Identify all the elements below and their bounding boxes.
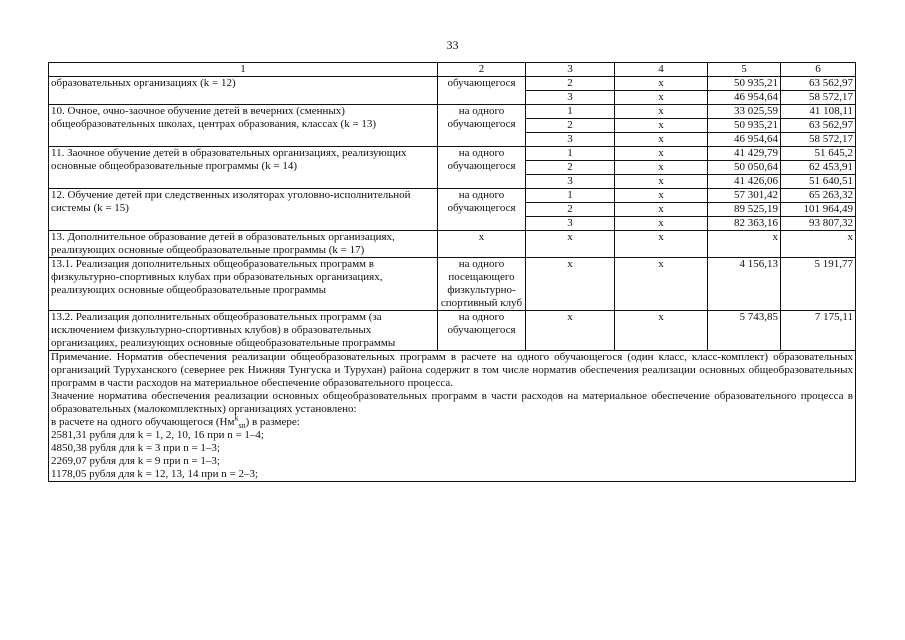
value-cell-col3: 2	[526, 203, 615, 217]
value-cell-col5: 33 025,59	[708, 105, 781, 119]
value-cell-col3: х	[526, 231, 615, 258]
value-cell-col5: 41 429,79	[708, 147, 781, 161]
row-label: образовательных организациях (k = 12)	[49, 77, 438, 105]
column-header-1: 1	[49, 63, 438, 77]
table-row	[49, 189, 856, 203]
value-cell-col6: 5 191,77	[781, 258, 856, 311]
note-per-student: в расчете на одного обучающегося $(Нм^k_{sn})$ в размере:	[51, 413, 300, 431]
table-header-row	[49, 63, 856, 77]
table-row	[49, 105, 856, 119]
value-cell-col3: х	[526, 258, 615, 311]
unit-cell: на одного посещающего физкультурно-спортивный клуб	[438, 258, 526, 311]
value-cell-col5: 46 954,64	[708, 133, 781, 147]
value-cell-col4: х	[615, 147, 708, 161]
formula-superscript: k	[234, 413, 239, 423]
value-cell-col3: 1	[526, 147, 615, 161]
note-rate-line: 2269,07 рубля для k = 9 при n = 1–3;	[51, 455, 220, 467]
value-cell-col5: 82 363,16	[708, 217, 781, 231]
unit-cell: обучающегося	[438, 77, 526, 105]
value-cell-col3: 2	[526, 77, 615, 91]
value-cell-col3: 3	[526, 133, 615, 147]
table-row	[49, 231, 856, 258]
value-cell-col4: х	[615, 203, 708, 217]
value-cell-col5: 41 426,06	[708, 175, 781, 189]
unit-cell: х	[438, 231, 526, 258]
value-cell-col6: 58 572,17	[781, 91, 856, 105]
note-rate-line: 1178,05 рубля для k = 12, 13, 14 при n = 2–3;	[51, 468, 259, 480]
value-cell-col4: х	[615, 105, 708, 119]
value-cell-col3: 2	[526, 119, 615, 133]
value-cell-col4: х	[615, 91, 708, 105]
value-cell-col5: 89 525,19	[708, 203, 781, 217]
value-cell-col5: 50 050,64	[708, 161, 781, 175]
column-header-3: 3	[526, 63, 615, 77]
unit-cell: на одного обучающегося	[438, 189, 526, 231]
column-header-6: 6	[781, 63, 856, 77]
note-cell	[49, 351, 856, 482]
value-cell-col6: 51 640,51	[781, 175, 856, 189]
unit-cell: на одного обучающегося	[438, 311, 526, 351]
formula-subscript: sn	[238, 421, 246, 431]
value-cell-col3: х	[526, 311, 615, 351]
value-cell-col3: 1	[526, 189, 615, 203]
value-cell-col5: 50 935,21	[708, 77, 781, 91]
row-label: 12. Обучение детей при следственных изоляторах уголовно-исполнительной системы (k = 15)	[49, 189, 438, 231]
row-label: 13. Дополнительное образование детей в образовательных организациях, реализующих основные общеобразовательные программы (k = 17)	[49, 231, 438, 258]
note-row	[49, 351, 856, 482]
value-cell-col3: 3	[526, 217, 615, 231]
value-cell-col4: х	[615, 258, 708, 311]
value-cell-col5: 5 743,85	[708, 311, 781, 351]
table-row	[49, 147, 856, 161]
row-label: 13.1. Реализация дополнительных общеобразовательных программ в физкультурно-спортивных клубах при образовательных организациях, реализующих основные общеобразовательные программы	[49, 258, 438, 311]
value-cell-col6: х	[781, 231, 856, 258]
value-cell-col5: 57 301,42	[708, 189, 781, 203]
column-header-4: 4	[615, 63, 708, 77]
note-paragraph-2: Значение норматива обеспечения реализации основных общеобразовательных программ в части расходов на материальное обеспечение образовательного процесса в образовательных (малокомплектных) организациях установлено:	[51, 390, 853, 415]
value-cell-col5: 46 954,64	[708, 91, 781, 105]
value-cell-col4: х	[615, 175, 708, 189]
value-cell-col4: х	[615, 77, 708, 91]
value-cell-col6: 63 562,97	[781, 77, 856, 91]
value-cell-col6: 51 645,2	[781, 147, 856, 161]
value-cell-col3: 1	[526, 105, 615, 119]
row-label: 10. Очное, очно-заочное обучение детей в вечерних (сменных) общеобразовательных школах, центрах образования, классах (k = 13)	[49, 105, 438, 147]
value-cell-col6: 101 964,49	[781, 203, 856, 217]
note-paragraph-1: Примечание. Норматив обеспечения реализации общеобразовательных программ в расчете на одного обучающегося (один класс, класс-комплект) образовательных организаций Туруханского (севернее рек Нижняя Тунгуска и Турухан) района содержит в том числе норматив обеспечения реализации основных общеобразовательных программ в части расходов на материальное обеспечение образовательного процесса.	[51, 351, 853, 389]
page-number: 33	[446, 38, 459, 52]
value-cell-col6: 41 108,11	[781, 105, 856, 119]
value-cell-col6: 63 562,97	[781, 119, 856, 133]
note-rate-line: 2581,31 рубля для k = 1, 2, 10, 16 при n = 1–4;	[51, 429, 264, 441]
value-cell-col3: 3	[526, 175, 615, 189]
value-cell-col6: 93 807,32	[781, 217, 856, 231]
row-label: 11. Заочное обучение детей в образовательных организациях, реализующих основные общеобразовательные программы (k = 14)	[49, 147, 438, 189]
norms-table	[48, 62, 856, 482]
column-header-5: 5	[708, 63, 781, 77]
value-cell-col5: 50 935,21	[708, 119, 781, 133]
value-cell-col4: х	[615, 161, 708, 175]
value-cell-col6: 7 175,11	[781, 311, 856, 351]
table-row	[49, 258, 856, 311]
value-cell-col3: 3	[526, 91, 615, 105]
value-cell-col6: 65 263,32	[781, 189, 856, 203]
value-cell-col4: х	[615, 231, 708, 258]
table-row	[49, 311, 856, 351]
table-row	[49, 77, 856, 91]
row-label: 13.2. Реализация дополнительных общеобразовательных программ (за исключением физкультурно-спортивных клубов) в образовательных организациях, реализующих основные общеобразовательные программы	[49, 311, 438, 351]
value-cell-col5: х	[708, 231, 781, 258]
value-cell-col4: х	[615, 311, 708, 351]
value-cell-col4: х	[615, 189, 708, 203]
value-cell-col6: 58 572,17	[781, 133, 856, 147]
value-cell-col3: 2	[526, 161, 615, 175]
value-cell-col4: х	[615, 133, 708, 147]
value-cell-col6: 62 453,91	[781, 161, 856, 175]
value-cell-col5: 4 156,13	[708, 258, 781, 311]
unit-cell: на одного обучающегося	[438, 105, 526, 147]
value-cell-col4: х	[615, 119, 708, 133]
column-header-2: 2	[438, 63, 526, 77]
note-rate-line: 4850,38 рубля для k = 3 при n = 1–3;	[51, 442, 220, 454]
value-cell-col4: х	[615, 217, 708, 231]
unit-cell: на одного обучающегося	[438, 147, 526, 189]
